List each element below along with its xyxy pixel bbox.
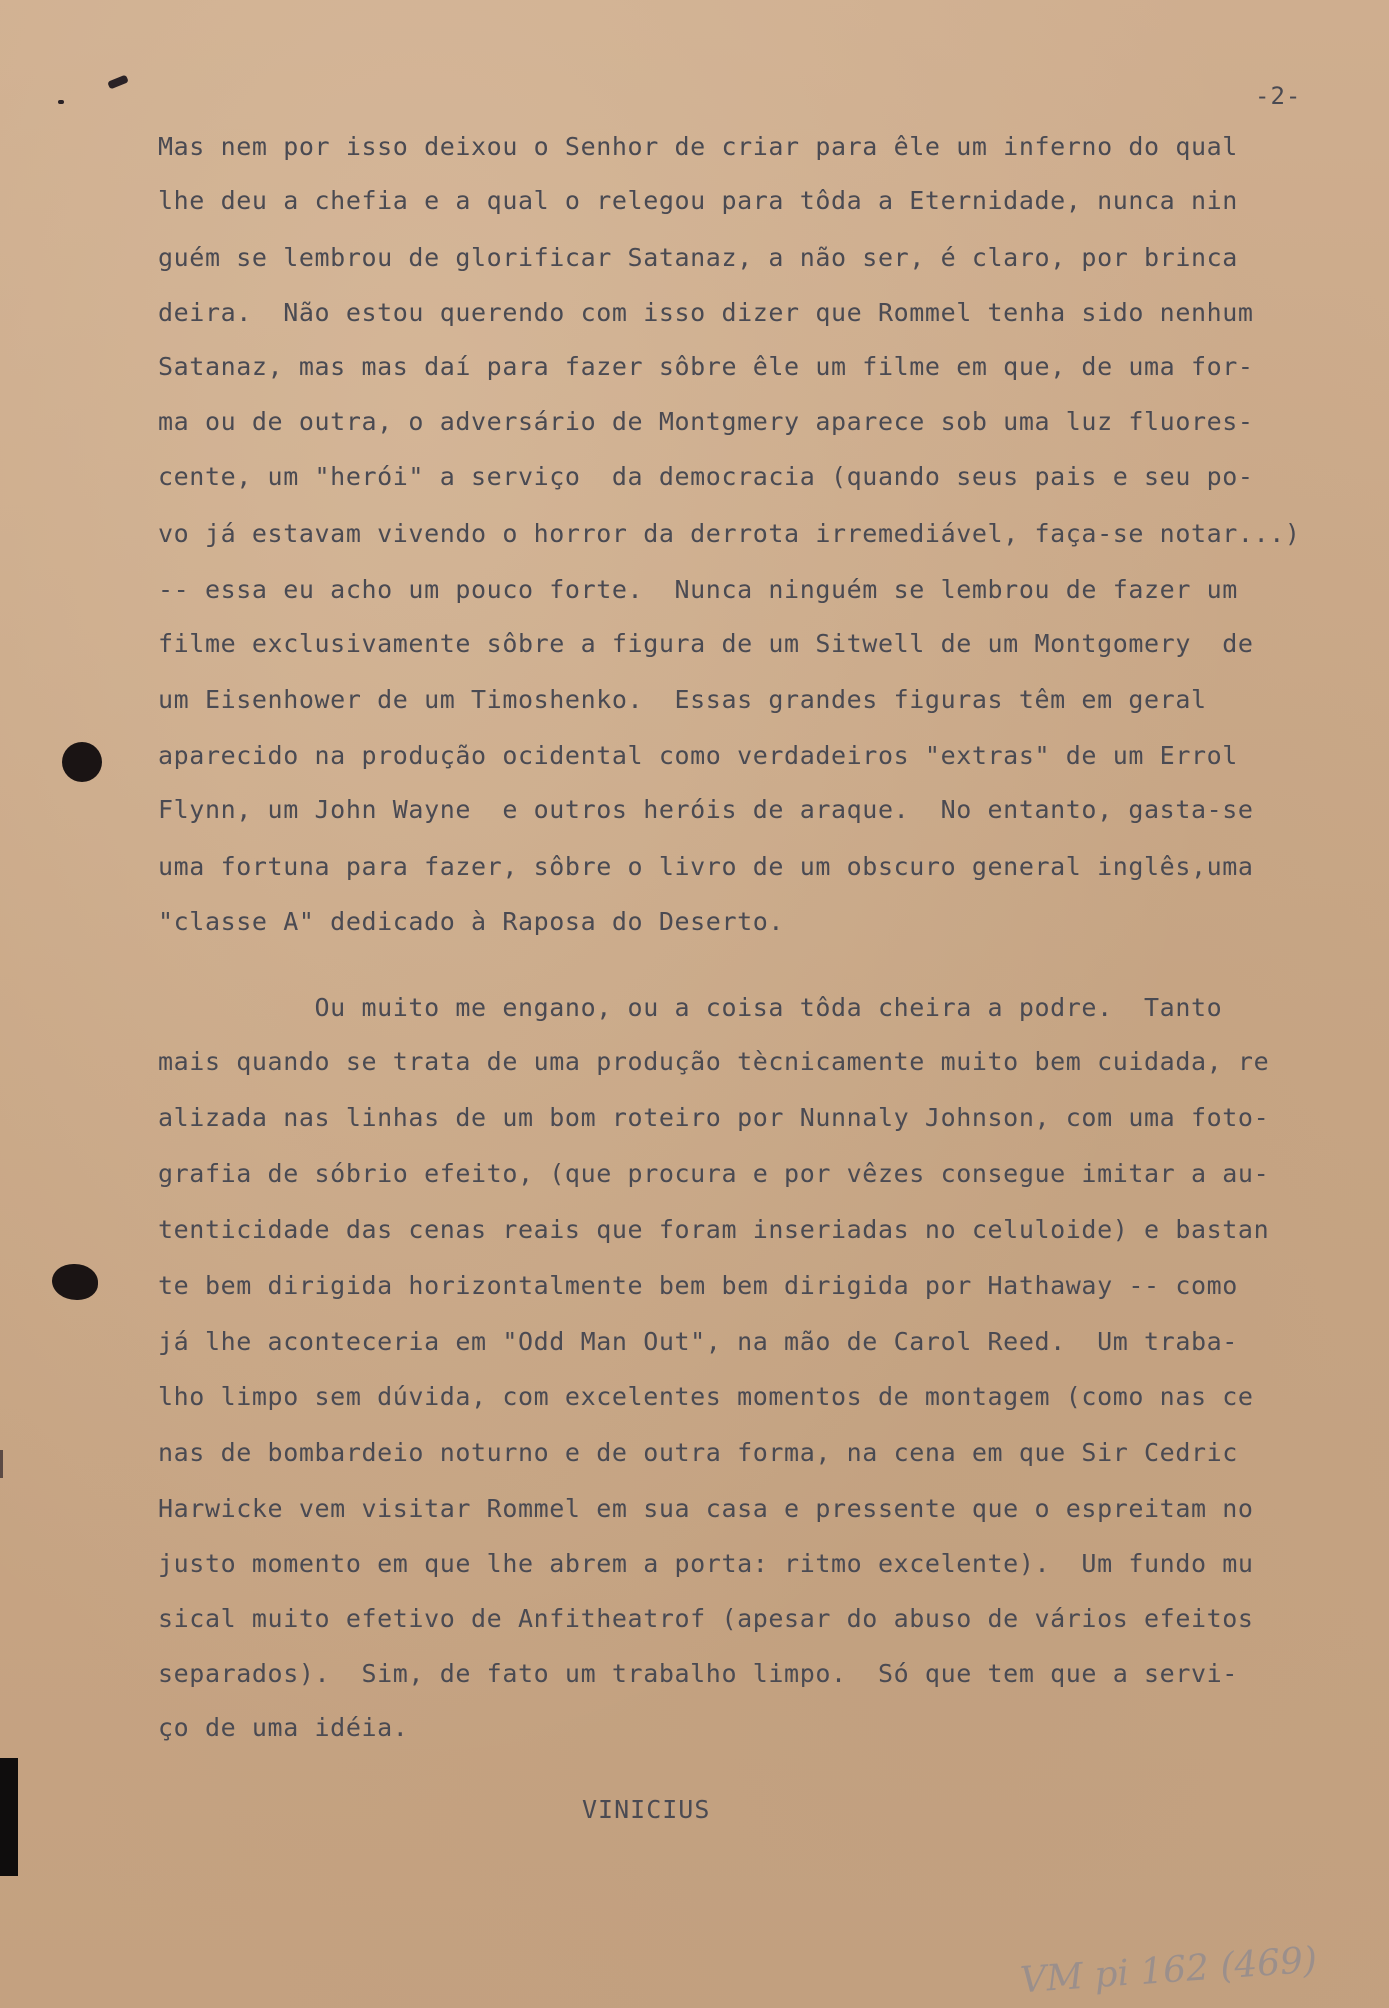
text-line: -- essa eu acho um pouco forte. Nunca ninguém se lembrou de fazer um — [158, 575, 1238, 604]
punch-hole — [62, 742, 102, 782]
text-line: filme exclusivamente sôbre a figura de um Sitwell de um Montgomery de — [158, 629, 1254, 658]
text-line: separados). Sim, de fato um trabalho limpo. Só que tem que a servi- — [158, 1659, 1238, 1688]
text-line: te bem dirigida horizontalmente bem bem dirigida por Hathaway -- como — [158, 1271, 1238, 1300]
text-line: um Eisenhower de um Timoshenko. Essas grandes figuras têm em geral — [158, 685, 1207, 714]
text-line: nas de bombardeio noturno e de outra forma, na cena em que Sir Cedric — [158, 1438, 1238, 1467]
text-line: aparecido na produção ocidental como verdadeiros "extras" de um Errol — [158, 741, 1238, 770]
text-line: lho limpo sem dúvida, com excelentes momentos de montagem (como nas ce — [158, 1382, 1254, 1411]
text-line: Satanaz, mas mas daí para fazer sôbre êle um filme em que, de uma for- — [158, 352, 1254, 381]
text-line: uma fortuna para fazer, sôbre o livro de um obscuro general inglês,uma — [158, 852, 1254, 881]
text-line: cente, um "herói" a serviço da democracia (quando seus pais e seu po- — [158, 462, 1254, 491]
edge-tear — [0, 1450, 3, 1478]
ink-speck — [107, 75, 129, 90]
signature: VINICIUS — [582, 1795, 711, 1824]
text-line: ço de uma idéia. — [158, 1713, 409, 1742]
text-line: vo já estavam vivendo o horror da derrota irremediável, faça-se notar...) — [158, 519, 1301, 548]
text-line: lhe deu a chefia e a qual o relegou para tôda a Eternidade, nunca nin — [158, 186, 1238, 215]
text-line: tenticidade das cenas reais que foram inseriadas no celuloide) e bastan — [158, 1215, 1270, 1244]
binding-edge — [0, 1758, 18, 1876]
punch-hole — [52, 1264, 98, 1300]
text-line: alizada nas linhas de um bom roteiro por Nunnaly Johnson, com uma foto- — [158, 1103, 1270, 1132]
page-number: -2- — [1255, 82, 1302, 110]
text-line: justo momento em que lhe abrem a porta: ritmo excelente). Um fundo mu — [158, 1549, 1254, 1578]
ink-speck — [58, 100, 64, 104]
text-line: já lhe aconteceria em "Odd Man Out", na mão de Carol Reed. Um traba- — [158, 1327, 1238, 1356]
text-line: "classe A" dedicado à Raposa do Deserto. — [158, 907, 785, 936]
text-line: guém se lembrou de glorificar Satanaz, a não ser, é claro, por brinca — [158, 243, 1238, 272]
text-line: sical muito efetivo de Anfitheatrof (apesar do abuso de vários efeitos — [158, 1604, 1254, 1633]
text-line: Mas nem por isso deixou o Senhor de criar para êle um inferno do qual — [158, 132, 1238, 161]
text-line: Ou muito me engano, ou a coisa tôda cheira a podre. Tanto — [158, 993, 1223, 1022]
text-line: deira. Não estou querendo com isso dizer que Rommel tenha sido nenhum — [158, 298, 1254, 327]
text-line: mais quando se trata de uma produção tècnicamente muito bem cuidada, re — [158, 1047, 1270, 1076]
archive-reference-mark: VM pi 162 (469) — [1018, 1939, 1319, 2002]
text-line: Harwicke vem visitar Rommel em sua casa e pressente que o espreitam no — [158, 1494, 1254, 1523]
text-line: Flynn, um John Wayne e outros heróis de araque. No entanto, gasta-se — [158, 795, 1254, 824]
text-line: ma ou de outra, o adversário de Montgmery aparece sob uma luz fluores- — [158, 407, 1254, 436]
text-line: grafia de sóbrio efeito, (que procura e por vêzes consegue imitar a au- — [158, 1159, 1270, 1188]
